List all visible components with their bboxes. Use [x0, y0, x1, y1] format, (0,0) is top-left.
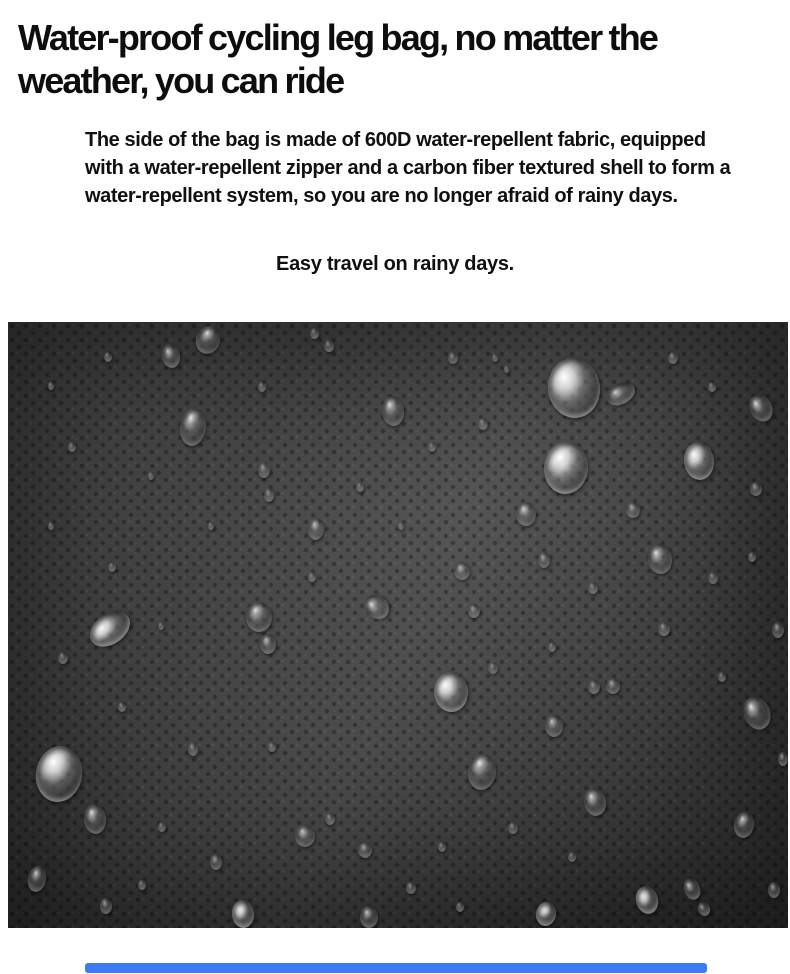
water-droplet — [626, 502, 640, 518]
water-droplet — [258, 462, 270, 478]
water-droplet — [668, 352, 678, 364]
water-droplet — [308, 572, 316, 582]
water-droplet — [324, 340, 334, 352]
water-droplet — [138, 880, 146, 890]
water-droplet — [48, 382, 54, 390]
water-droplet — [708, 572, 718, 584]
water-droplet — [696, 900, 712, 917]
water-droplet — [516, 502, 536, 526]
water-droplet — [258, 382, 266, 392]
water-droplet — [398, 522, 404, 530]
water-droplet — [588, 582, 598, 594]
water-droplet — [748, 552, 756, 562]
water-droplet — [548, 642, 556, 652]
water-droplet — [454, 562, 470, 580]
water-droplet — [68, 442, 76, 452]
water-droplet — [488, 662, 498, 674]
water-droplet — [310, 328, 319, 339]
water-droplet — [358, 842, 372, 858]
water-droplet — [177, 406, 208, 447]
water-droplet — [732, 810, 756, 839]
water-droplet — [268, 742, 276, 752]
water-droplet — [745, 391, 777, 426]
water-droplet — [432, 671, 469, 714]
water-droplet — [356, 482, 364, 492]
water-droplet — [466, 752, 499, 792]
water-droplet — [544, 355, 604, 422]
water-droplet — [534, 900, 558, 927]
water-droplet — [739, 693, 775, 734]
water-droplet — [104, 352, 112, 362]
water-droplet — [360, 906, 378, 928]
water-droplet — [542, 440, 590, 496]
water-droplet — [448, 352, 458, 364]
water-droplet — [158, 822, 166, 832]
tagline-text: Easy travel on rainy days. — [276, 253, 514, 275]
water-droplet — [58, 652, 68, 664]
water-droplet — [504, 366, 509, 373]
water-droplet — [118, 702, 126, 712]
water-droplet — [492, 354, 498, 362]
water-droplet — [682, 441, 716, 482]
water-droplet — [588, 680, 600, 694]
water-droplet — [295, 825, 315, 847]
fabric-water-droplets-photo — [8, 322, 788, 928]
water-droplet — [307, 517, 325, 540]
water-droplet — [31, 742, 86, 805]
water-droplet — [160, 343, 182, 370]
water-droplet — [148, 472, 154, 480]
water-droplet — [260, 634, 276, 654]
water-droplet — [438, 842, 446, 852]
water-droplet — [188, 742, 198, 756]
water-droplet — [108, 562, 116, 572]
water-droplet — [778, 752, 788, 766]
water-droplet — [708, 382, 716, 392]
water-droplet — [208, 522, 214, 530]
water-droplet — [456, 902, 464, 912]
water-droplet — [192, 323, 224, 358]
water-droplet — [750, 482, 762, 496]
water-droplet — [83, 604, 136, 654]
water-droplet — [582, 786, 609, 817]
water-droplet — [381, 395, 406, 427]
water-droplet — [718, 672, 726, 682]
water-droplet — [360, 590, 394, 624]
water-droplet — [264, 488, 274, 502]
page-title: Water-proof cycling leg bag, no matter the weather, you can ride — [18, 17, 658, 101]
water-droplet — [538, 552, 550, 568]
water-droplet — [48, 522, 54, 530]
water-droplet — [83, 803, 108, 835]
water-droplet — [606, 678, 620, 694]
water-droplet — [246, 602, 272, 632]
water-droplet — [25, 864, 48, 893]
water-droplet — [681, 876, 704, 902]
water-droplet — [603, 378, 639, 410]
water-droplet — [468, 604, 480, 618]
water-droplet — [158, 622, 164, 630]
water-droplet — [772, 622, 784, 638]
water-droplet — [646, 542, 674, 575]
water-droplet — [100, 898, 112, 914]
water-droplet — [406, 882, 416, 894]
water-droplet — [325, 813, 335, 825]
water-droplet — [428, 442, 436, 452]
water-droplet — [633, 884, 661, 917]
description-text: The side of the bag is made of 600D water-repellent fabric, equipped with a water-repellent zipper and a carbon fiber textured shell to form a water-repellent system, so you are no longer afraid of rainy days. — [85, 129, 731, 207]
water-droplet — [231, 899, 255, 928]
water-droplet — [478, 418, 488, 430]
water-droplet — [658, 622, 670, 636]
water-droplet — [768, 882, 780, 898]
bottom-scroll-indicator[interactable] — [85, 963, 707, 973]
water-droplet — [210, 854, 222, 870]
water-droplet — [508, 822, 518, 834]
water-droplet — [568, 852, 576, 862]
water-droplet — [545, 715, 563, 737]
